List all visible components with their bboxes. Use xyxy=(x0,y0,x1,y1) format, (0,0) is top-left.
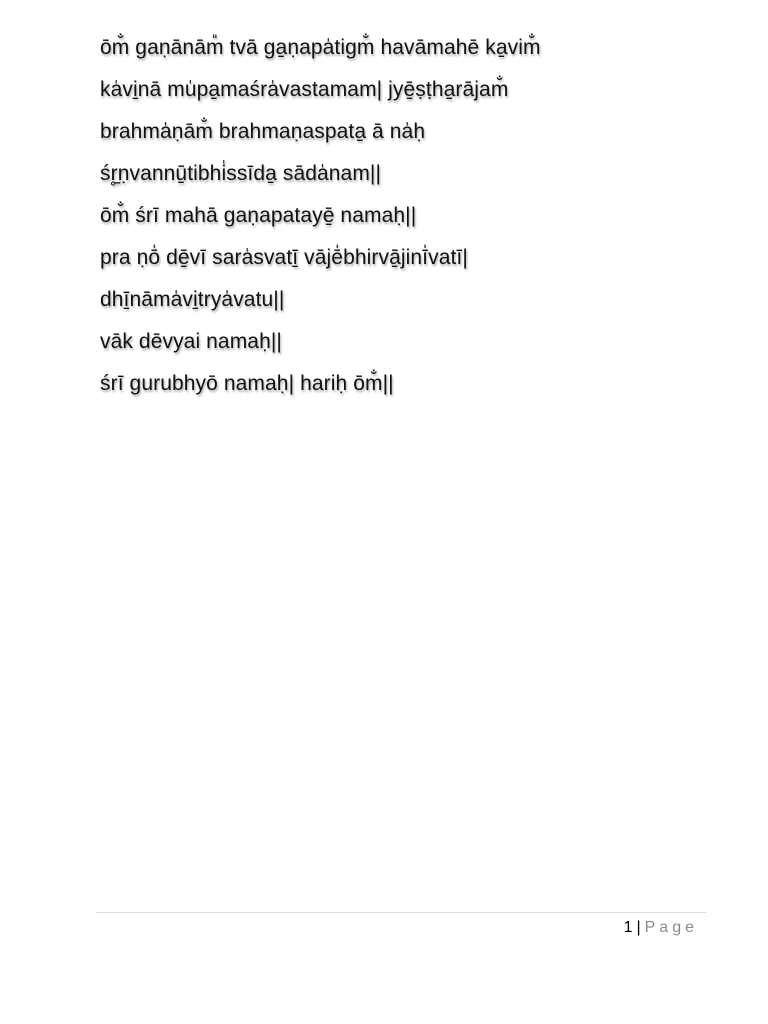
footer-divider xyxy=(96,912,706,913)
verse-line: ōm̐ gaṇānām̎ tvā ga̱ṇapa̍tigm̐ havāmahē ka̱vim̐ xyxy=(100,36,541,59)
verse-line: vāk dēvyai namaḥ|| xyxy=(100,330,282,353)
page-footer xyxy=(624,916,698,940)
footer-separator: | xyxy=(636,919,641,936)
page-label: Page xyxy=(644,919,698,936)
verse-block xyxy=(100,27,720,405)
verse-line: ōm̐ śrī mahā gaṇapatayē̱ namaḥ|| xyxy=(100,204,417,227)
verse-line: dhī̱nāma̍vi̱trya̍vatu|| xyxy=(100,288,285,311)
page-number: 1 xyxy=(623,919,633,936)
verse-line: pra ṇō̍ dē̱vī sara̍svatī̱ vājē̍bhirvā̱jinī̍vatī| xyxy=(100,246,468,269)
verse-line: brahma̍ṇām̐ brahmaṇaspata̱ ā na̍ḥ xyxy=(100,120,426,143)
verse-line: śr̥̱ṇvannū̱tibhi̍ssīda̱ sāda̍nam|| xyxy=(100,162,382,185)
verse-line: śrī gurubhyō namaḥ| hariḥ ōm̐|| xyxy=(100,372,394,395)
verse-line: ka̍vi̱nā mu̍pa̱maśra̍vastamam| jyē̱ṣṭha̱rājam̐ xyxy=(100,78,509,101)
